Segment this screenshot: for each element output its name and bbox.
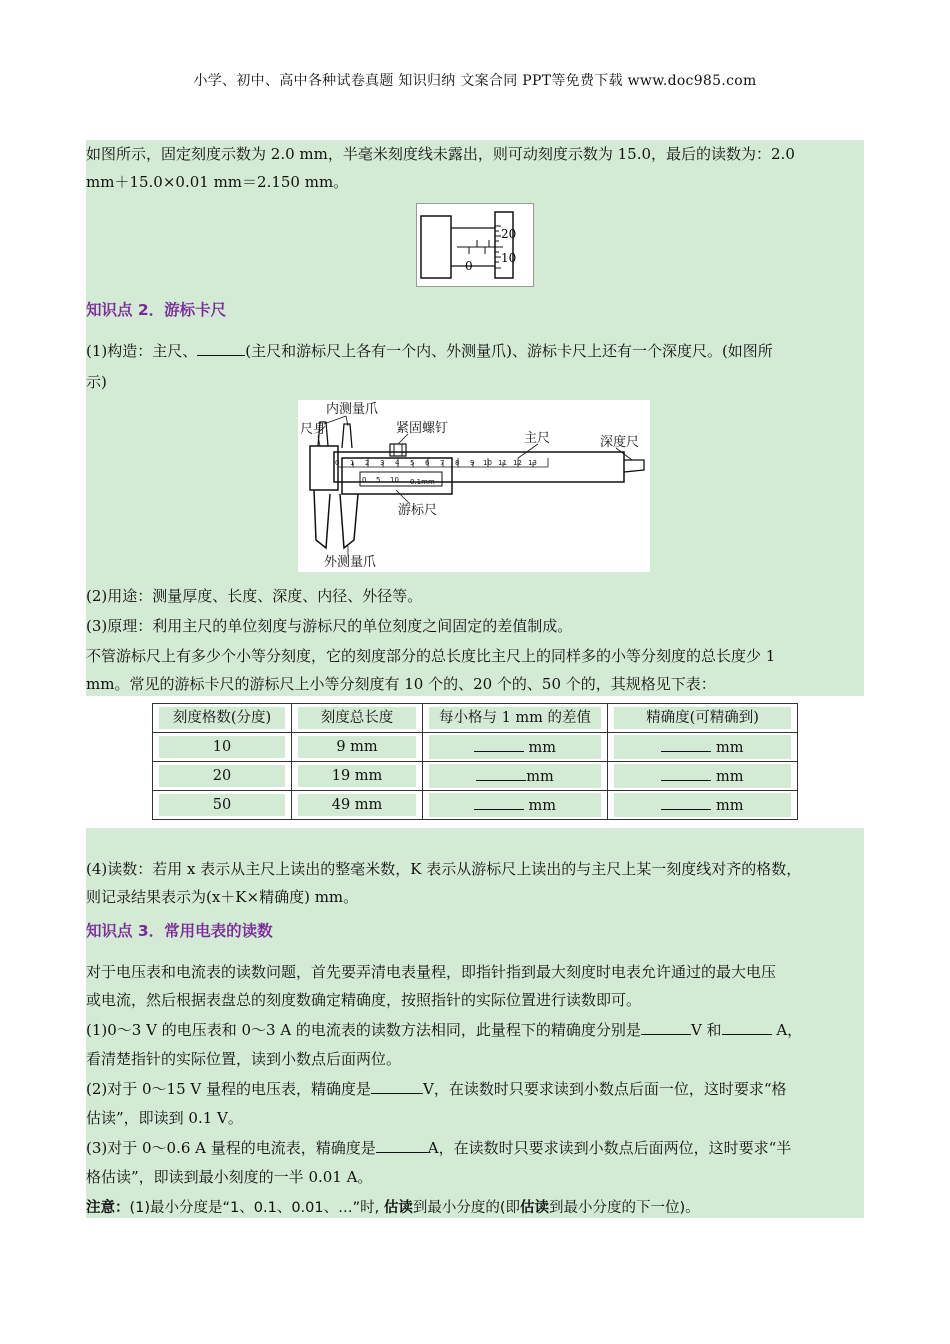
micrometer-label-10: 10 <box>501 251 517 265</box>
v15-precision-blank <box>371 1077 423 1094</box>
main-tick-7: 7 <box>440 459 445 467</box>
main-tick-6: 6 <box>425 459 430 467</box>
kp3-note-line <box>86 1194 868 1222</box>
main-tick-12: 12 <box>513 459 522 467</box>
precision-blank <box>661 735 711 752</box>
table-header-row <box>153 704 798 733</box>
note-d: 到最小分度的(即 <box>412 1200 521 1216</box>
kp2-construct-b: (主尺和游标尺上各有一个内、外测量爪)、游标卡尺上还有一个深度尺。(如图所 <box>245 342 773 360</box>
kp3-p2d: 看清楚指针的实际位置，读到小数点后面两位。 <box>86 1050 402 1068</box>
kp3-p4b: A，在读数时只要求读到小数点后面两位，这时要求“半 <box>427 1139 792 1157</box>
table-row <box>153 791 798 820</box>
caliper-figure <box>298 400 650 572</box>
main-tick-9: 9 <box>470 459 475 467</box>
vernier-unit: 0.1mm <box>410 478 435 486</box>
ammeter-precision-blank <box>722 1018 772 1035</box>
th-precision: 精确度(可精确到) <box>608 704 798 733</box>
kp2-principle: (3)原理：利用主尺的单位刻度与游标尺的单位刻度之间固定的差值制成。 <box>86 617 573 635</box>
cell-prec-unit: mm <box>716 769 744 785</box>
kp2-construct-a: (1)构造：主尺、 <box>86 342 198 360</box>
note-label: 注意： <box>86 1200 130 1216</box>
note-e: 估读 <box>520 1200 550 1216</box>
kp3-p3c: 估读”，即读到 0.1 V。 <box>86 1109 243 1127</box>
cell-diff-unit: mm <box>528 798 557 814</box>
vernier-tick-5: 5 <box>376 476 381 484</box>
th-difference: 每小格与 1 mm 的差值 <box>423 704 608 733</box>
cell-div: 50 <box>159 794 285 816</box>
cell-div: 10 <box>159 736 285 758</box>
label-depth-gauge: 深度尺 <box>600 435 640 450</box>
note-f: 到最小分度的下一位)。 <box>549 1200 700 1216</box>
kp2-title: 知识点 2．游标卡尺 <box>86 301 227 319</box>
main-tick-10: 10 <box>483 459 492 467</box>
kp3-p2a: (1)0～3 V 的电压表和 0～3 A 的电流表的读数方法相同，此量程下的精确度分别是 <box>86 1021 641 1039</box>
kp3-p2b: V 和 <box>690 1021 722 1039</box>
cell-len: 9 mm <box>298 736 416 758</box>
main-tick-11: 11 <box>498 459 507 467</box>
precision-blank <box>661 793 711 810</box>
kp3-p3a: (2)对于 0～15 V 量程的电压表，精确度是 <box>86 1080 372 1098</box>
caliper-drawing <box>298 400 650 572</box>
main-tick-2: 2 <box>365 459 370 467</box>
kp3-p4a: (3)对于 0～0.6 A 量程的电流表，精确度是 <box>86 1139 376 1157</box>
cell-diff-unit: mm <box>526 769 554 785</box>
kp3-p2c: A， <box>776 1021 803 1039</box>
vernier-spec-table <box>152 703 798 820</box>
kp2-construct-line <box>86 337 868 365</box>
label-outer-jaw: 外测量爪 <box>324 555 377 570</box>
kp2-reading-2: 则记录结果表示为(x＋K×精确度) mm。 <box>86 888 359 906</box>
cell-len: 49 mm <box>298 794 416 816</box>
intro-line-2: mm＋15.0×0.01 mm＝2.150 mm。 <box>86 173 349 191</box>
intro-line-1: 如图所示，固定刻度示数为 2.0 mm，半毫米刻度线未露出，则可动刻度示数为 15.0，最后的读数为：2.0 <box>86 145 795 163</box>
th-divisions: 刻度格数(分度) <box>153 704 292 733</box>
label-screw: 紧固螺钉 <box>396 421 449 436</box>
construct-blank <box>197 339 245 356</box>
vernier-tick-0: 0 <box>362 476 367 484</box>
micrometer-label-20: 20 <box>501 227 517 241</box>
precision-blank <box>661 764 711 781</box>
vernier-tick-10: 10 <box>390 476 399 484</box>
main-tick-0: 0 <box>335 459 340 467</box>
kp3-p1b: 或电流，然后根据表盘总的刻度数确定精确度，按照指针的实际位置进行读数即可。 <box>86 991 642 1009</box>
kp2-detail-2: mm。常见的游标卡尺的游标尺上小等分刻度有 10 个的、20 个的、50 个的，其规格见下表： <box>86 675 716 693</box>
kp2-usage: (2)用途：测量厚度、长度、深度、内径、外径等。 <box>86 587 423 605</box>
voltmeter-precision-blank <box>641 1018 691 1035</box>
cell-div: 20 <box>159 765 285 787</box>
micrometer-figure <box>416 203 534 287</box>
micrometer-label-0: 0 <box>465 259 473 273</box>
main-tick-8: 8 <box>455 459 460 467</box>
diff-blank <box>474 735 524 752</box>
label-inner-jaw: 内测量爪 <box>326 402 379 417</box>
kp3-p1a: 对于电压表和电流表的读数问题，首先要弄清电表量程，即指针指到最大刻度时电表允许通过的最大电压 <box>86 963 777 981</box>
note-b: (1)最小分度是“1、0.1、0.01、…”时, <box>129 1200 384 1216</box>
a06-precision-blank <box>376 1136 428 1153</box>
diff-blank <box>476 764 526 781</box>
table-row <box>153 733 798 762</box>
kp2-construct-c: 示) <box>86 373 107 391</box>
label-vernier: 游标尺 <box>398 503 438 518</box>
kp3-p4c: 格估读”，即读到最小刻度的一半 0.01 A。 <box>86 1168 373 1186</box>
cell-prec-unit: mm <box>716 798 744 814</box>
label-body: 尺身 <box>300 422 327 437</box>
kp2-detail-1: 不管游标尺上有多少个小等分刻度，它的刻度部分的总长度比主尺上的同样多的小等分刻度的总长度少 1 <box>86 647 776 665</box>
kp3-p4-line <box>86 1134 868 1162</box>
kp2-reading-1: (4)读数：若用 x 表示从主尺上读出的整毫米数，K 表示从游标尺上读出的与主尺上某一刻度线对齐的格数， <box>86 860 802 878</box>
main-tick-3: 3 <box>380 459 385 467</box>
main-tick-4: 4 <box>395 459 400 467</box>
diff-blank <box>474 793 524 810</box>
cell-diff-unit: mm <box>528 740 557 756</box>
kp3-title: 知识点 3．常用电表的读数 <box>86 922 273 940</box>
kp3-p2-line <box>86 1016 868 1044</box>
note-c: 估读 <box>383 1200 413 1216</box>
main-tick-1: 1 <box>350 459 355 467</box>
th-total-length: 刻度总长度 <box>292 704 423 733</box>
main-tick-13: 13 <box>528 459 537 467</box>
kp3-p3-line <box>86 1075 868 1103</box>
cell-prec-unit: mm <box>716 740 744 756</box>
kp3-p3b: V，在读数时只要求读到小数点后面一位，这时要求“格 <box>423 1080 787 1098</box>
table-row <box>153 762 798 791</box>
cell-len: 19 mm <box>298 765 416 787</box>
label-main-scale: 主尺 <box>524 431 551 446</box>
main-tick-5: 5 <box>410 459 415 467</box>
page-header: 小学、初中、高中各种试卷真题 知识归纳 文案合同 PPT等免费下载 www.doc985.com <box>193 73 757 89</box>
micrometer-drawing <box>417 204 533 286</box>
